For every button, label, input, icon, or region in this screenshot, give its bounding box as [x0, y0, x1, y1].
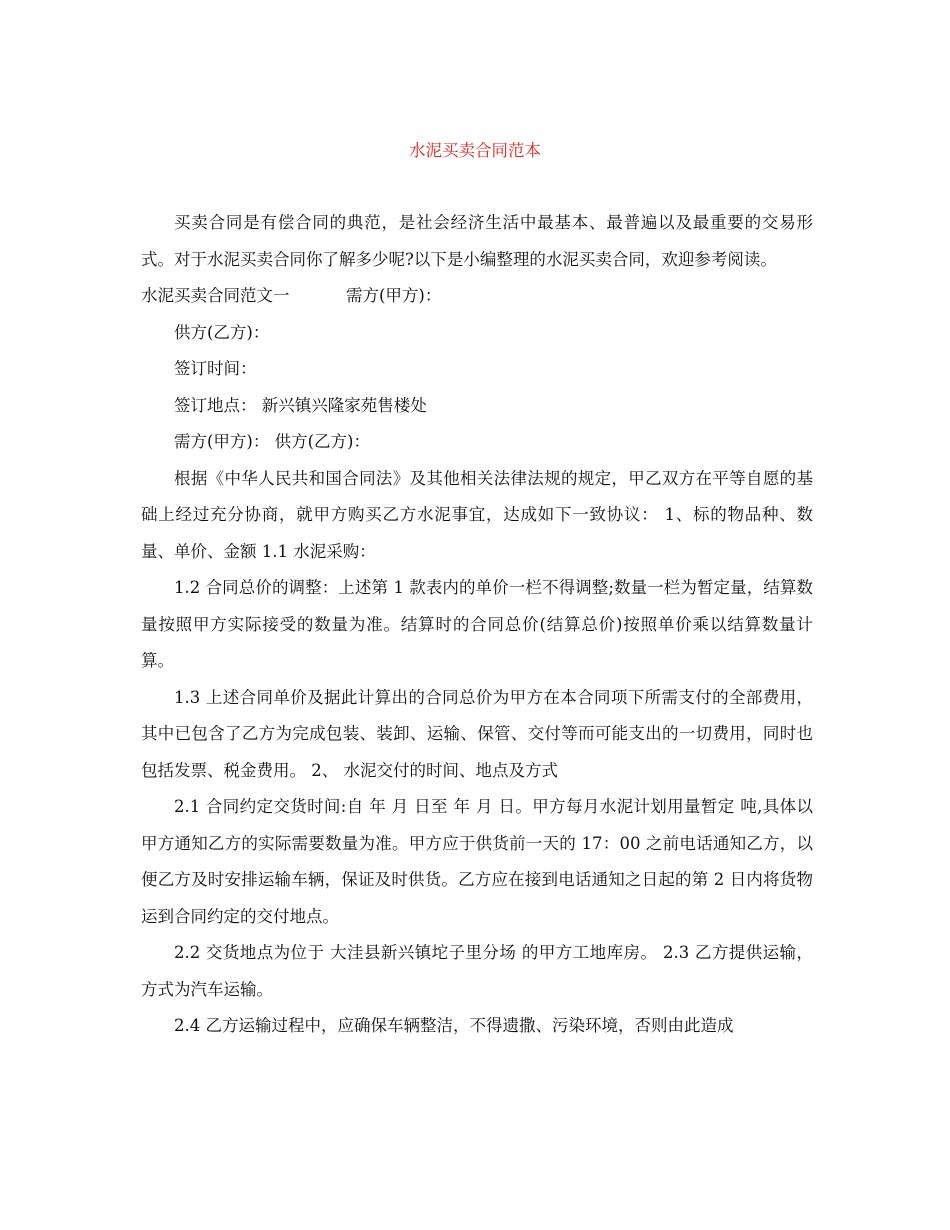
clause-2-1-paragraph: 2.1 合同约定交货时间:自 年 月 日至 年 月 日。甲方每月水泥计划用量暂定 吨,具体以甲方通知乙方的实际需要数量为准。甲方应于供货前一天的 17：00 之前电话通知乙方，以便乙方及时安排运输车辆，保证及时供货。乙方应在接到电话通知之日起的第 2 日内将货物运到合同约定的交付地点。: [141, 797, 813, 926]
clause-2-2-paragraph: 2.2 交货地点为位于 大洼县新兴镇坨子里分场 的甲方工地库房。 2.3 乙方提供运输，方式为汽车运输。: [141, 943, 813, 999]
document-title: 水泥买卖合同范本: [409, 141, 541, 160]
basis-paragraph: 根据《中华人民共和国合同法》及其他相关法律法规的规定，甲乙双方在平等自愿的基础上经过充分协商，就甲方购买乙方水泥事宜，达成如下一致协议： 1、标的物品种、数量、单价、金额 1.1 水泥采购：: [141, 468, 813, 561]
parties-line: 需方(甲方)： 供方(乙方)：: [174, 432, 370, 451]
supplier-line: 供方(乙方)：: [174, 322, 270, 342]
clause-1-2-paragraph: 1.2 合同总价的调整：上述第 1 款表内的单价一栏不得调整;数量一栏为暂定量，结算数量按照甲方实际接受的数量为准。结算时的合同总价(结算总价)按照单价乘以结算数量计算。: [141, 578, 813, 670]
clause-1-3-paragraph: 1.3 上述合同单价及据此计算出的合同总价为甲方在本合同项下所需支付的全部费用，其中已包含了乙方为完成包装、装卸、运输、保管、交付等而可能支出的一切费用，同时也包括发票、税金费用。 2、 水泥交付的时间、地点及方式: [141, 687, 813, 780]
sign-time-line: 签订时间：: [174, 359, 257, 378]
buyer-heading: 需方(甲方)：: [346, 286, 442, 305]
document-body: [141, 205, 813, 1045]
sample-heading-line: [141, 278, 813, 315]
sample-heading: 水泥买卖合同范文一: [141, 286, 290, 305]
intro-paragraph: 买卖合同是有偿合同的典范，是社会经济生活中最基本、最普遍以及最重要的交易形式。对于水泥买卖合同你了解多少呢?以下是小编整理的水泥买卖合同，欢迎参考阅读。: [141, 213, 813, 269]
clause-2-4-paragraph: 2.4 乙方运输过程中，应确保车辆整洁，不得遗撒、污染环境，否则由此造成: [174, 1016, 734, 1035]
sign-place-line: 签订地点： 新兴镇兴隆家苑售楼处: [174, 395, 427, 415]
